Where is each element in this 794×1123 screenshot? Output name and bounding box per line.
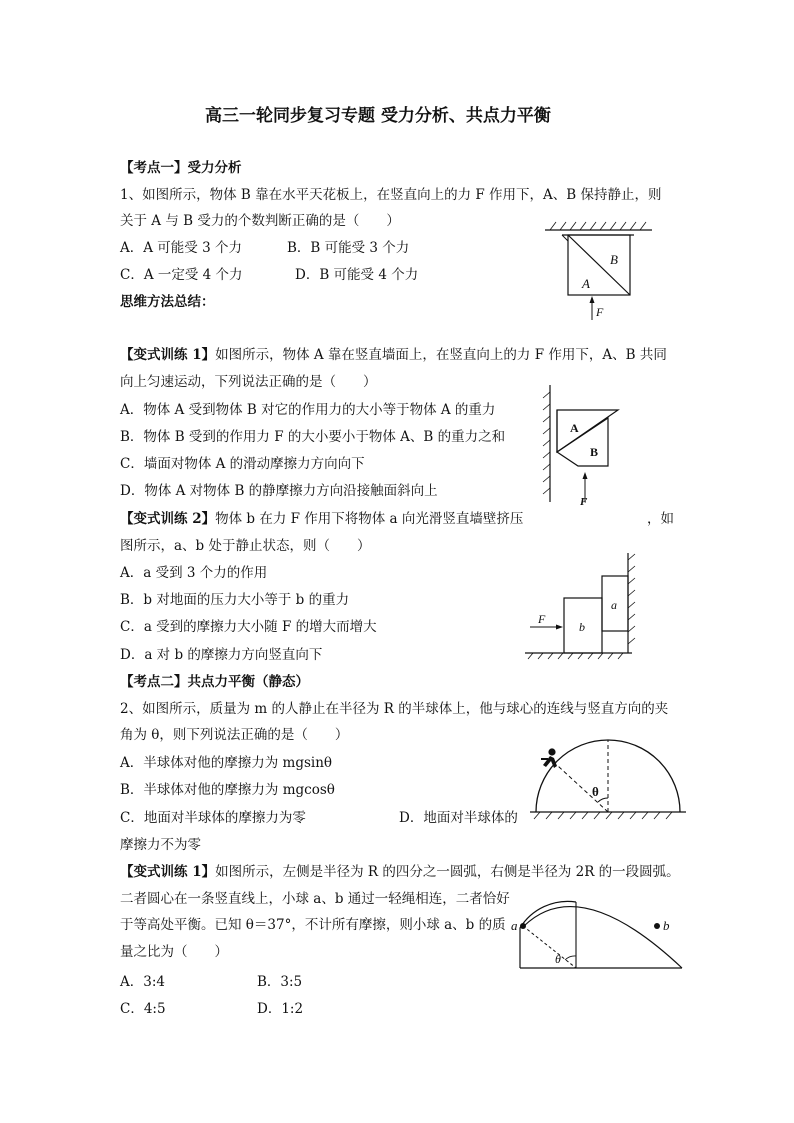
label-b: B	[610, 252, 618, 267]
v2-line1-tail: ，如	[647, 511, 674, 527]
label-b: b	[663, 918, 670, 933]
q1-summary-label: 思维方法总结：	[120, 294, 215, 310]
ground-hatch	[528, 653, 623, 659]
s2v1-figure	[510, 880, 690, 975]
ball-b	[654, 923, 660, 929]
s2v1-line2: 二者圆心在一条竖直线上，小球 a、b 通过一轻绳相连，二者恰好	[120, 891, 510, 907]
ball-a	[520, 923, 526, 929]
angle-arc	[565, 956, 576, 960]
radius-dashed	[558, 766, 608, 812]
q2-figure	[528, 732, 688, 827]
q1-option-d: D．B 可能受 4 个力	[295, 267, 419, 283]
v1-line1	[120, 345, 667, 365]
label-b: b	[579, 620, 585, 634]
s2v1-line1	[120, 862, 680, 882]
q2-option-c: C．地面对半球体的摩擦力为零	[120, 810, 306, 826]
v2-option-c: C．a 受到的摩擦力大小随 F 的增大而增大	[120, 619, 377, 635]
v1-line2: 向上匀速运动，下列说法正确的是（ ）	[120, 374, 377, 390]
v2-option-d: D．a 对 b 的摩擦力方向竖直向下	[120, 647, 323, 663]
label-a: A	[570, 421, 579, 435]
s2v1-line1-body: 如图所示，左侧是半径为 R 的四分之一圆弧，右侧是半径为 2R 的一段圆弧。	[215, 864, 680, 880]
block-diagonal	[568, 235, 630, 295]
radius-dashed	[523, 926, 576, 968]
v1-line1-body: 如图所示，物体 A 靠在竖直墙面上，在竖直向上的力 F 作用下，A、B 共同	[215, 347, 667, 363]
q2-line1: 2、如图所示，质量为 m 的人静止在半径为 R 的半球体上，他与球心的连线与竖直方向的夹	[120, 701, 669, 717]
label-theta: θ	[592, 784, 599, 799]
label-b: B	[590, 445, 599, 459]
s2v1-option-d: D．1:2	[257, 1001, 304, 1017]
s2v1-line4: 量之比为（ ）	[120, 944, 228, 960]
v2-line1-body: 物体 b 在力 F 作用下将物体 a 向光滑竖直墙壁挤压	[215, 511, 524, 527]
q1-option-b: B．B 可能受 3 个力	[287, 240, 410, 256]
wall-hatch	[543, 392, 550, 494]
angle-arc	[598, 798, 608, 802]
v2-figure	[520, 550, 640, 665]
s2v1-option-b: B．3:5	[257, 974, 303, 990]
q1-option-a: A．A 可能受 3 个力	[120, 240, 242, 256]
block-b	[557, 418, 608, 466]
large-arc	[524, 907, 682, 968]
q2-option-d: D．地面对半球体的	[399, 810, 518, 826]
v1-option-d: D．物体 A 对物体 B 的静摩擦力方向沿接触面斜向上	[120, 483, 438, 499]
label-a: A	[582, 276, 590, 291]
ceiling-hatch	[550, 222, 646, 230]
q1-line2: 关于 A 与 B 受力的个数判断正确的是（ ）	[120, 213, 400, 229]
label-theta: θ	[555, 952, 561, 966]
section1-heading: 【考点一】受力分析	[120, 160, 242, 176]
q1-line1: 1、如图所示，物体 B 靠在水平天花板上，在竖直向上的力 F 作用下，A、B 保持静止，则	[120, 187, 662, 203]
s2v1-option-c: C．4:5	[120, 1001, 166, 1017]
q2-option-a: A．半球体对他的摩擦力为 mgsinθ	[120, 755, 333, 771]
v1-option-c: C．墙面对物体 A 的滑动摩擦力方向向下	[120, 456, 365, 472]
q1-figure	[540, 220, 660, 325]
label-a: a	[511, 918, 518, 933]
v2-option-a: A．a 受到 3 个力的作用	[120, 565, 268, 581]
person-icon	[541, 748, 557, 768]
v1-tag: 【变式训练 1】	[120, 347, 216, 363]
q2-option-b: B．半球体对他的摩擦力为 mgcosθ	[120, 782, 335, 798]
v2-tag: 【变式训练 2】	[120, 511, 216, 527]
v2-option-b: B．b 对地面的压力大小等于 b 的重力	[120, 592, 350, 608]
label-f: F	[538, 612, 546, 626]
s2v1-line3: 于等高处平衡。已知 θ＝37°，不计所有摩擦，则小球 a、b 的质	[120, 917, 506, 933]
label-a: a	[611, 598, 617, 612]
q1-option-c: C．A 一定受 4 个力	[120, 267, 243, 283]
wall-hatch	[628, 554, 635, 644]
s2v1-option-a: A．3:4	[120, 974, 165, 990]
q2-line2: 角为 θ，则下列说法正确的是（ ）	[120, 727, 349, 743]
v2-line2: 图所示，a、b 处于静止状态，则（ ）	[120, 538, 371, 554]
section2-heading: 【考点二】共点力平衡（静态）	[120, 674, 309, 690]
v1-figure	[540, 380, 630, 510]
q2-option-d-cont: 摩擦力不为零	[120, 837, 201, 853]
v2-line1	[120, 509, 523, 529]
page-title: 高三一轮同步复习专题 受力分析、共点力平衡	[205, 106, 551, 126]
v1-option-b: B．物体 B 受到的作用力 F 的大小要小于物体 A、B 的重力之和	[120, 429, 506, 445]
ground-hatch	[534, 812, 672, 819]
s2v1-tag: 【变式训练 1】	[120, 864, 216, 880]
label-f: F	[596, 305, 604, 319]
v1-option-a: A．物体 A 受到物体 B 对它的作用力的大小等于物体 A 的重力	[120, 402, 496, 418]
label-f: F	[580, 496, 588, 508]
